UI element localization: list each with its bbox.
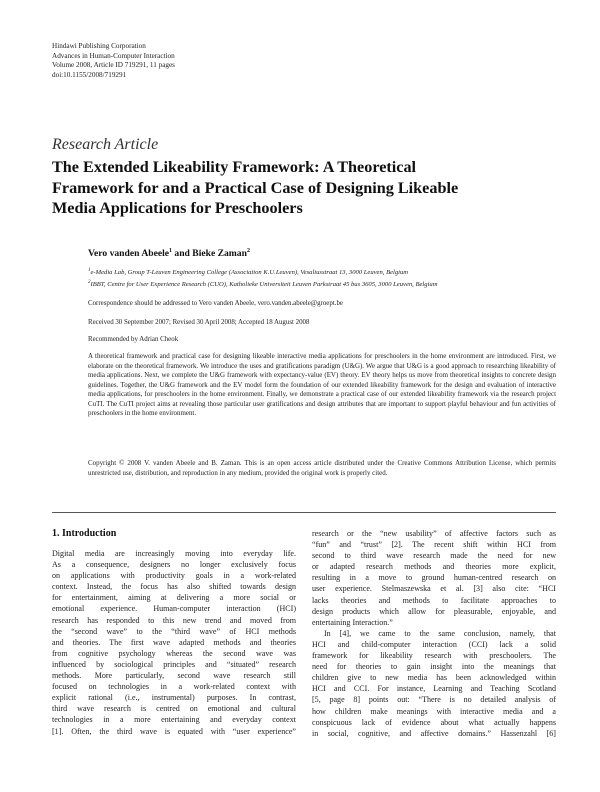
text-line: As a consequence, designers no longer exclusively focus [52,560,296,570]
copyright-notice: Copyright © 2008 V. vanden Abeele and B. Zaman. This is an open access article distributed under the Creative Commons Attribution License, which permits unrestricted use, distribution, and reproduction in any medium, provided the original work is properly cited. [88,459,556,477]
text-line: methods. More particularly, second wave research still [52,671,296,681]
text-line: third wave research is centred on emotional and cultural [52,704,296,714]
text-line: HCI and child-computer interaction (CCI) lack a solid [312,639,556,649]
text-line: in social, cognitive, and affective domains.” Hassenzahl [6] [312,728,556,738]
affiliation-mark: 1 [88,268,91,273]
header-line: Volume 2008, Article ID 719291, 11 pages [52,61,175,70]
text-line: [5, page 8] points out: “There is no detailed analysis of [312,695,556,705]
text-line: HCI and CCI. For instance, Learning and Teaching Scotland [312,684,556,694]
text-line: from cognitive psychology whereas the second wave was [52,648,296,658]
header-line: Advances in Human-Computer Interaction [52,51,175,60]
text-line: or adapted research methods and theories more explicit, [312,562,556,572]
text-line: research or the “new usability” of affective factors such as [312,529,556,538]
text-line: Digital media are increasingly moving into everyday life. [52,549,296,558]
paper-title [52,157,562,219]
author-list [88,248,250,259]
title-line: Media Applications for Preschoolers [52,199,303,217]
text-line: focused on technologies in a work-related context with [52,682,296,692]
text-line: for entertainment, aiming at delivering a more social or [52,593,296,603]
text-line: how children make meanings with interactive media and a [312,706,556,716]
text-line: [1]. Often, the third wave is equated with “user experience” [52,726,296,736]
text-line: technologies in a more entertaining and everyday context [52,715,296,725]
correspondence-note: Correspondence should be addressed to Vero vanden Abeele, vero.vanden.abeele@groept.be [88,300,343,307]
affiliation-mark: 2 [88,280,91,285]
body-column-right [312,528,556,739]
affiliation-text: IBBT, Centre for User Experience Research (CUO), Katholieke Universiteit Leuven Parkstraat 45 bus 3605, 3000 Leuven, Belgium [90,281,438,289]
article-type: Research Article [52,136,159,153]
author-affiliation-mark: 1 [169,248,173,254]
header-line: Hindawi Publishing Corporation [52,42,146,50]
title-line: Framework for and a Practical Case of Designing Likeable [52,178,459,197]
text-line: context. Instead, the focus has also shifted towards design [52,582,296,592]
header-line: doi:10.1155/2008/719291 [52,70,127,79]
text-line: and theories. The first wave adapted methods and theories [52,637,296,647]
text-line: lacks theories and methods to facilitate approaches to [312,595,556,605]
journal-header [52,42,175,80]
text-line: influenced by sociological principles and “situated” research [52,659,296,669]
text-line: resulting in a move to ground human-centred research on [312,573,556,583]
text-line: the “second wave” to the “third wave” of HCI methods [52,626,296,636]
author-name: Vero vanden Abeele [88,248,170,260]
text-line: framework for likeability research with preschoolers. The [312,651,556,661]
text-line: children give to new media has been acknowledged within [312,673,556,683]
title-line: The Extended Likeability Framework: A Theoretical [52,158,417,176]
text-line: need for theories to gain insight into the meanings that [312,662,556,672]
affiliation [88,280,437,288]
text-line: second to third wave research made the need for new [312,551,556,561]
text-line: In [4], we came to the same conclusion, namely, that [324,628,556,638]
abstract: A theoretical framework and practical case for designing likeable interactive media applications for preschoolers in the home environment are introduced. First, we elaborate on the theoretical framework. We introduce the uses and gratifications paradigm (U&G). We argue that U&G is a good approach to researching likeability of media applications. Next, we complete the U&G framework with expectancy-value (EV) theory. EV theory helps us move from theoretical insights to concrete design guidelines. Together, the U&G framework and the EV model form the foundation of our extended likeability framework for the design and evaluation of interactive media applications, for preschoolers in the home environment. Finally, we demonstrate a practical case of our extended likeability framework via the research project CuTI. The CuTI project aims at revealing those particular user gratifications and design attributes that are important to support playful behaviour and fun activities of preschoolers in the home environment. [88,352,556,418]
section-divider [52,512,556,513]
received-dates: Received 30 September 2007; Revised 30 April 2008; Accepted 18 August 2008 [88,319,310,326]
text-line: emotional experience. Human-computer interaction (HCI) [52,604,296,614]
text-line: “fun” and “trust” [2]. The recent shift within HCI from [312,540,556,550]
author-separator: and [172,248,193,260]
text-line: conspicuous lack of evidence about what actually happens [312,717,556,727]
text-line: research has responded to this new trend and moved from [52,615,296,625]
affiliation-text: e-Media Lab, Group T-Leuven Engineering College (Association K.U.Leuven), Vesaliusstraat 13, 3000 Leuven, Belgium [90,269,409,277]
text-line: design products which allow for pleasurable, enjoyable, and [312,606,556,616]
text-line: entertaining Interaction.” [312,617,393,627]
recommended-by: Recommended by Adrian Cheok [88,336,179,343]
section-heading: 1. Introduction [52,528,117,539]
author-name: Bieke Zaman [192,248,247,260]
body-column-left [52,548,296,737]
text-line: explicit rational (i.e., instrumental) purposes. In contrast, [52,693,296,703]
affiliation [88,268,408,276]
author-affiliation-mark: 2 [246,248,250,254]
text-line: on applications with productivity goals in a work-related [52,571,296,581]
text-line: user experience. Stelmaszewska et al. [3] also cite: “HCI [312,584,556,594]
